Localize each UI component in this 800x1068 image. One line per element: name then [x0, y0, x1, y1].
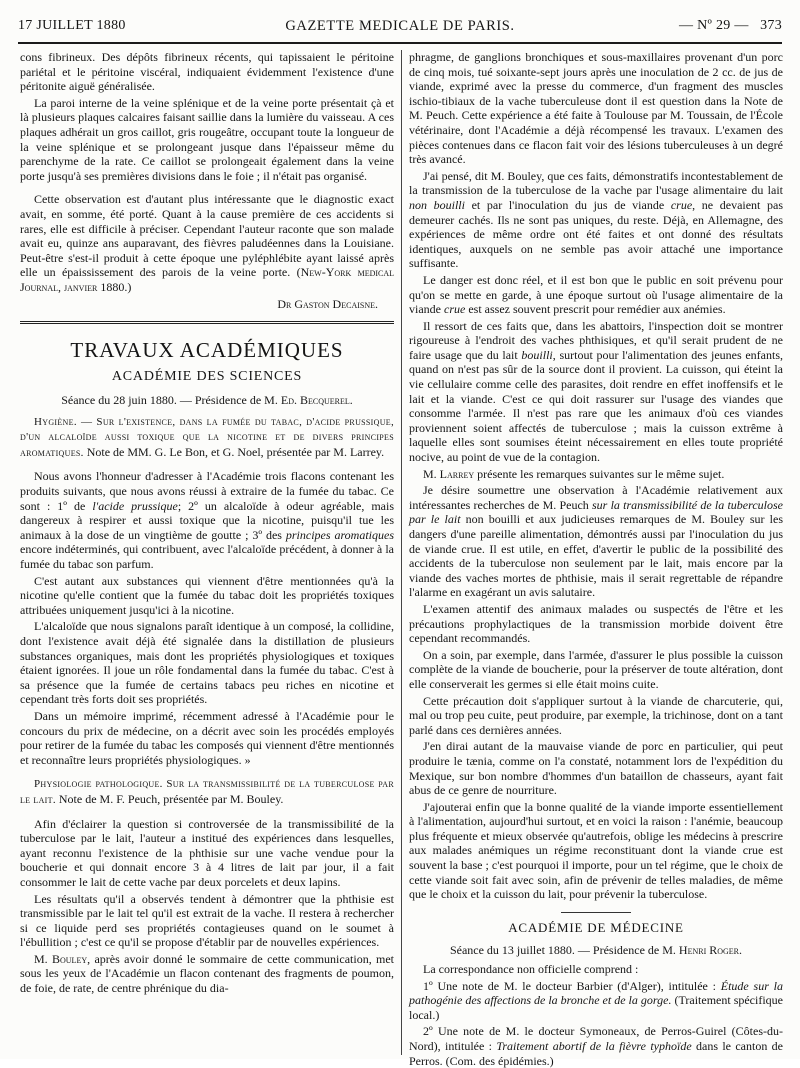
- paragraph-text: Nous avons l'honneur d'adresser à l'Académie trois flacons contenant les produits suivants, que nous avons réussi à extraire de la fumée du tabac. Ce sont : 1º de: [20, 469, 394, 513]
- emphasis: crue: [670, 197, 693, 212]
- header-issue: — Nº 29 —: [679, 18, 749, 33]
- paragraph-text: après avoir donné le sommaire de cette communication, met sous les yeux de l'Académie un flacon contenant des fragments de poumon, de foie, de rate, de centre phrénique du dia-: [20, 951, 395, 996]
- paragraph: J'en dirai autant de la mauvaise viande de porc en particulier, qui peut produire le tænia, comme on l'a constaté, notamment lors de l'expédition du Mexique, sur bon nombre d'hommes d'un bataillon de chasseurs, ayant fait abus de ce genre de nourriture.: [409, 739, 783, 798]
- section-title: TRAVAUX ACADÉMIQUES: [70, 338, 344, 363]
- paragraph-text: Le danger est donc réel, et il est bon que le public en soit prévenu pour qu'on se mette en garde, à une époque surtout où l'usage alimentaire de la viande: [409, 272, 783, 317]
- paragraph-text: présente les remarques suivantes sur le même sujet.: [477, 466, 725, 481]
- paragraph-text: J'ai pensé, dit M. Bouley, que ces faits, démonstratifs incontestablement de la transmission de la tuberculose de la vache par l'usage alimentaire du lait: [409, 168, 783, 198]
- paragraph-text: et par l'inoculation du jus de viande: [471, 197, 665, 212]
- rubric-authors: Note de MM. G. Le Bon, et G. Noel, présentée par M. Larrey.: [86, 444, 385, 459]
- paragraph-text: non bouilli et aux judicieuses remarques de M. Bouley sur les dangers d'une pareille alimentation, démontrés aussi par l'inoculation du jus de viande crue. Il est utile, en effet, d'avertir le public de la possibilité des accidents de la tuberculose non seulement par le lait, mais encore par la viande des vaches mortes de phthisie, mais il serait regrettable de répandre l'alarme en exagérant un avis salutaire.: [409, 512, 783, 600]
- header-page-number: 373: [760, 18, 782, 33]
- header-title: GAZETTE MEDICALE DE PARIS.: [285, 18, 515, 34]
- paragraph: La paroi interne de la veine splénique et de la veine porte présentait çà et là plusieurs plaques calcaires faisant saillie dans la lumière du vaisseau. A ces plaques adhérait un gros caillot, gris rougeâtre, occupant toute la longueur de la veine splénique et se prolongeant jusque dans l'épaisseur même du parenchyme de la rate. Ce caillot se prolongeait également dans la veine porte jusqu'à ses premières divisions dans le foie ; il n'était pas organisé.: [20, 95, 394, 183]
- right-column: [409, 50, 784, 1068]
- speaker-name: M. Bouley,: [34, 951, 91, 966]
- running-header: [18, 12, 782, 38]
- session-president: Ed. Becquerel.: [280, 393, 353, 408]
- paragraph: [409, 483, 783, 600]
- paragraph-text: (Traitement spécifique local.): [409, 993, 784, 1022]
- paragraph-text: ; 2º un alcaloïde à odeur agréable, mais dangereux à respirer et aussi toxique que la nicotine, puisqu'il tue les animaux à la dose de un vingtième de goutte ; 3º des: [20, 498, 395, 542]
- session-line: [20, 393, 394, 408]
- paragraph: [409, 273, 783, 317]
- left-column: [20, 50, 394, 1050]
- section-divider: [561, 912, 631, 913]
- emphasis: sur la transmissibilité de la tuberculose par le lait: [409, 497, 783, 527]
- paragraph: [409, 979, 783, 1023]
- academy-heading: ACADÉMIE DES SCIENCES: [111, 369, 303, 385]
- paragraph: On a soin, par exemple, dans l'armée, d'assurer le plus possible la cuisson complète de la viande de boucherie, pour la préserver de toute altération, dont elle conserverait les germes si elle était moins cuite.: [409, 647, 783, 691]
- paragraph-text: encore indéterminés, qui contribuent, avec l'alcaloïde précédent, à donner à la fumée du tabac son parfum.: [20, 542, 394, 572]
- paragraph-text: Il ressort de ces faits que, dans les abattoirs, l'inspection doit se montrer rigoureuse à l'endroit des vaches phthisiques, et qu'il serait prudent de ne faire usage que du lait: [409, 318, 783, 362]
- paragraph: C'est autant aux substances qui viennent d'être mentionnées qu'à la nicotine qu'elle contient que la fumée du tabac doit les propriétés toxiques attribuées uniquement jusqu'ici à la nicotine.: [20, 573, 394, 617]
- paragraph-text: Cette observation est d'autant plus intéressante que le diagnostic exact avait, en somme, été porté. Quant à la cause première de ces accidents si rares, elle est difficile à préciser. Cependant l'auteur raconte que son malade avait eu, quinze ans auparavant, des fièvres paludéennes dans la Louisiane. Peut-être s'est-il produit à cette époque une pyléphlébite ayant laissé après elle un épaississement des parois de la veine porte.: [20, 192, 394, 280]
- paragraph: [20, 192, 394, 294]
- rubric-hygiene: [20, 414, 394, 461]
- rubric-authors: Note de M. F. Peuch, présentée par M. Bouley.: [58, 791, 284, 806]
- paragraph: [409, 169, 783, 271]
- paragraph: J'ajouterai enfin que la bonne qualité de la viande importe essentiellement à l'alimentation, aujourd'hui surtout, et en voici la raison : l'anémie, beaucoup plus fréquente et mieux observée qu'autrefois, oblige les médecins à prescrire aux malades anémiques un régime reconstituant dont la viande crue est souvent la base ; c'est pourquoi il importe, pour un tel régime, que le choix de cette viande soit fait avec soin, afin de prévenir de telles maladies, de même que le choix et la cuisson du lait, pour prévenir la tuberculose.: [409, 799, 783, 902]
- session-line: [409, 943, 783, 958]
- emphasis: l'acide prussique: [92, 498, 178, 513]
- paragraph-text: est assez souvent prescrit pour remédier aux anémies.: [468, 302, 726, 317]
- header-rule: [18, 42, 782, 44]
- rubric-physiologie: [20, 776, 394, 807]
- paragraph: La correspondance non officielle comprend :: [423, 962, 639, 977]
- header-date: 17 JUILLET 1880: [18, 18, 126, 33]
- paragraph: [409, 319, 783, 465]
- paragraph: [20, 952, 394, 996]
- source-citation: (New-York medical Journal, janvier 1880.): [20, 265, 395, 294]
- paragraph: Afin d'éclairer la question si controversée de la transmissibilité de la tuberculose par le lait, l'auteur a institué des expériences dans lesquelles, ayant reconnu l'existence de la phthisie sur une vache vendue pour la boucherie et qui donnait encore 3 à 4 litres de lait par jour, il a fait consommer le lait de cette vache par deux porcelets et deux lapins.: [20, 816, 394, 889]
- paragraph: [409, 467, 783, 482]
- paragraph-text: dans le canton de Perros. (Com. des épidémies.): [409, 1039, 784, 1068]
- emphasis: Traitement abortif de la fièvre typhoïde: [496, 1039, 692, 1053]
- emphasis: Étude sur la pathogénie des affections de la bronche et de la gorge.: [409, 978, 783, 1008]
- paragraph: L'examen attentif des animaux malades ou suspectés de l'être et les précautions prophylactiques de la transmission morbide doivent être cependant recommandés.: [409, 601, 783, 646]
- paragraph-text: , ne devaient pas demeurer cachés. Ils ne sont pas uniques, du reste. Déjà, en Allemagne, des expériences de même ordre ont été faites et ont donné des résultats identiques, auxquels on ne semble pas avoir attaché une importance suffisante.: [409, 197, 784, 271]
- session-date: Séance du 13 juillet 1880. — Présidence de M.: [449, 943, 676, 958]
- emphasis: crue: [444, 302, 466, 317]
- rubric-label: Hygiène.: [34, 415, 77, 428]
- paragraph: Les résultats qu'il a observés tendent à démontrer que la phthisie est transmissible par le lait tel qu'il est extrait de la vache. Il restera à rechercher si ce liquide perd ses propriétés contagieuses quand on le soumet à l'ébullition ; c'est ce qu'il se propose d'établir par de nouvelles expériences.: [20, 891, 394, 950]
- session-date: Séance du 28 juin 1880. — Présidence de M.: [61, 393, 278, 408]
- rubric-title: — Sur l'existence, dans la fumée du tabac, d'acide prussique, d'un alcaloïde aussi toxique que la nicotine et de divers principes aromatiques.: [20, 415, 395, 459]
- paragraph: L'alcaloïde que nous signalons paraît identique à un composé, la collidine, dont l'existence avait déjà été signalée dans la distillation de plusieurs substances organiques, mais dont les propriétés physiologiques et toxiques étaient ignorées. Il joue un rôle fondamental dans la fumée du tabac. C'est à sa présence que la fumée de certains tabacs peu riches en nicotine et cependant très forts doit ses propriétés.: [20, 619, 394, 707]
- paragraph-text: , surtout pour l'alimentation des jeunes enfants, quand on n'est pas sûr de la source dont il provient. La cuisson, qui éteint la vie cellulaire comme celle des parasites, doit rendre en effet inoffensifs et le lait et la viande. C'est ce qui doit rassurer sur l'usage des viandes que consomme l'armée. Il n'est pas rare que les animaux d'où ces viandes proviennent soient affectés de tuberculose ; mais la cuisson extrême à laquelle elles sont soumises éteint nécessairement en elles toute propriété nocive, au point de vue de la contagion.: [409, 347, 783, 465]
- paragraph: [409, 1024, 783, 1068]
- session-president: Henri Roger.: [678, 943, 743, 958]
- paragraph-text: 2º Une note de M. le docteur Symoneaux, de Perros-Guirel (Côtes-du-Nord), intitulée :: [409, 1024, 783, 1053]
- author-signature: Dr Gaston Decaisne.: [277, 296, 378, 311]
- speaker-name: M. Larrey: [423, 466, 475, 481]
- paragraph: phragme, de ganglions bronchiques et sous-maxillaires provenant d'un porc de cinq mois, tué soixante-sept jours après une inoculation de 2 cc. de jus de viande, exprimé avec la presse du commerce, d'un fragment des muscles ischio-tibiaux de la vache tuberculeuse dont il est question dans la Note de M. Peuch. Cette expérience a été faite à Toulouse par M. Toussain, de l'École vétérinaire, dont l'Académie a déjà récompensé les travaux. L'examen des pièces contenues dans ce flacon fait voir des lésions tuberculeuses à un degré très avancé.: [409, 50, 783, 167]
- paragraph-text: 1º Une note de M. le docteur Barbier (d'Alger), intitulée :: [423, 978, 716, 993]
- rubric-title: Physiologie pathologique. Sur la transmissibilité de la tuberculose par le lait.: [20, 778, 394, 806]
- section-rule: [20, 321, 394, 324]
- paragraph-text: Je désire soumettre une observation à l'Académie relativement aux intéressantes recherches de M. Peuch: [409, 483, 783, 512]
- paragraph: Cette précaution doit s'appliquer surtout à la viande de charcuterie, qui, mal ou trop peu cuite, peut produire, par exemple, la trichinose, dont on a tant parlé dans ces dernières années.: [409, 693, 783, 737]
- header-issue-page: [679, 18, 782, 34]
- paragraph: cons fibrineux. Des dépôts fibrineux récents, qui tapissaient le péritoine pariétal et le péritoine viscéral, indiquaient évidemment l'existence d'une péritonite aiguë généralisée.: [20, 50, 394, 94]
- paragraph: Dans un mémoire imprimé, récemment adressé à l'Académie pour le concours du prix de médecine, on a décrit avec soin les procédés employés pour retirer de la fumée du tabac les composés qui viennent d'être mentionnés et reconnaître leurs propriétés physiologiques. »: [20, 708, 394, 767]
- emphasis: non bouilli: [409, 197, 465, 212]
- paragraph: [20, 469, 394, 571]
- column-separator: [401, 50, 402, 1055]
- emphasis: principes aromatiques: [285, 527, 394, 542]
- emphasis: bouilli: [521, 347, 553, 362]
- academy-heading: ACADÉMIE DE MÉDECINE: [508, 919, 684, 935]
